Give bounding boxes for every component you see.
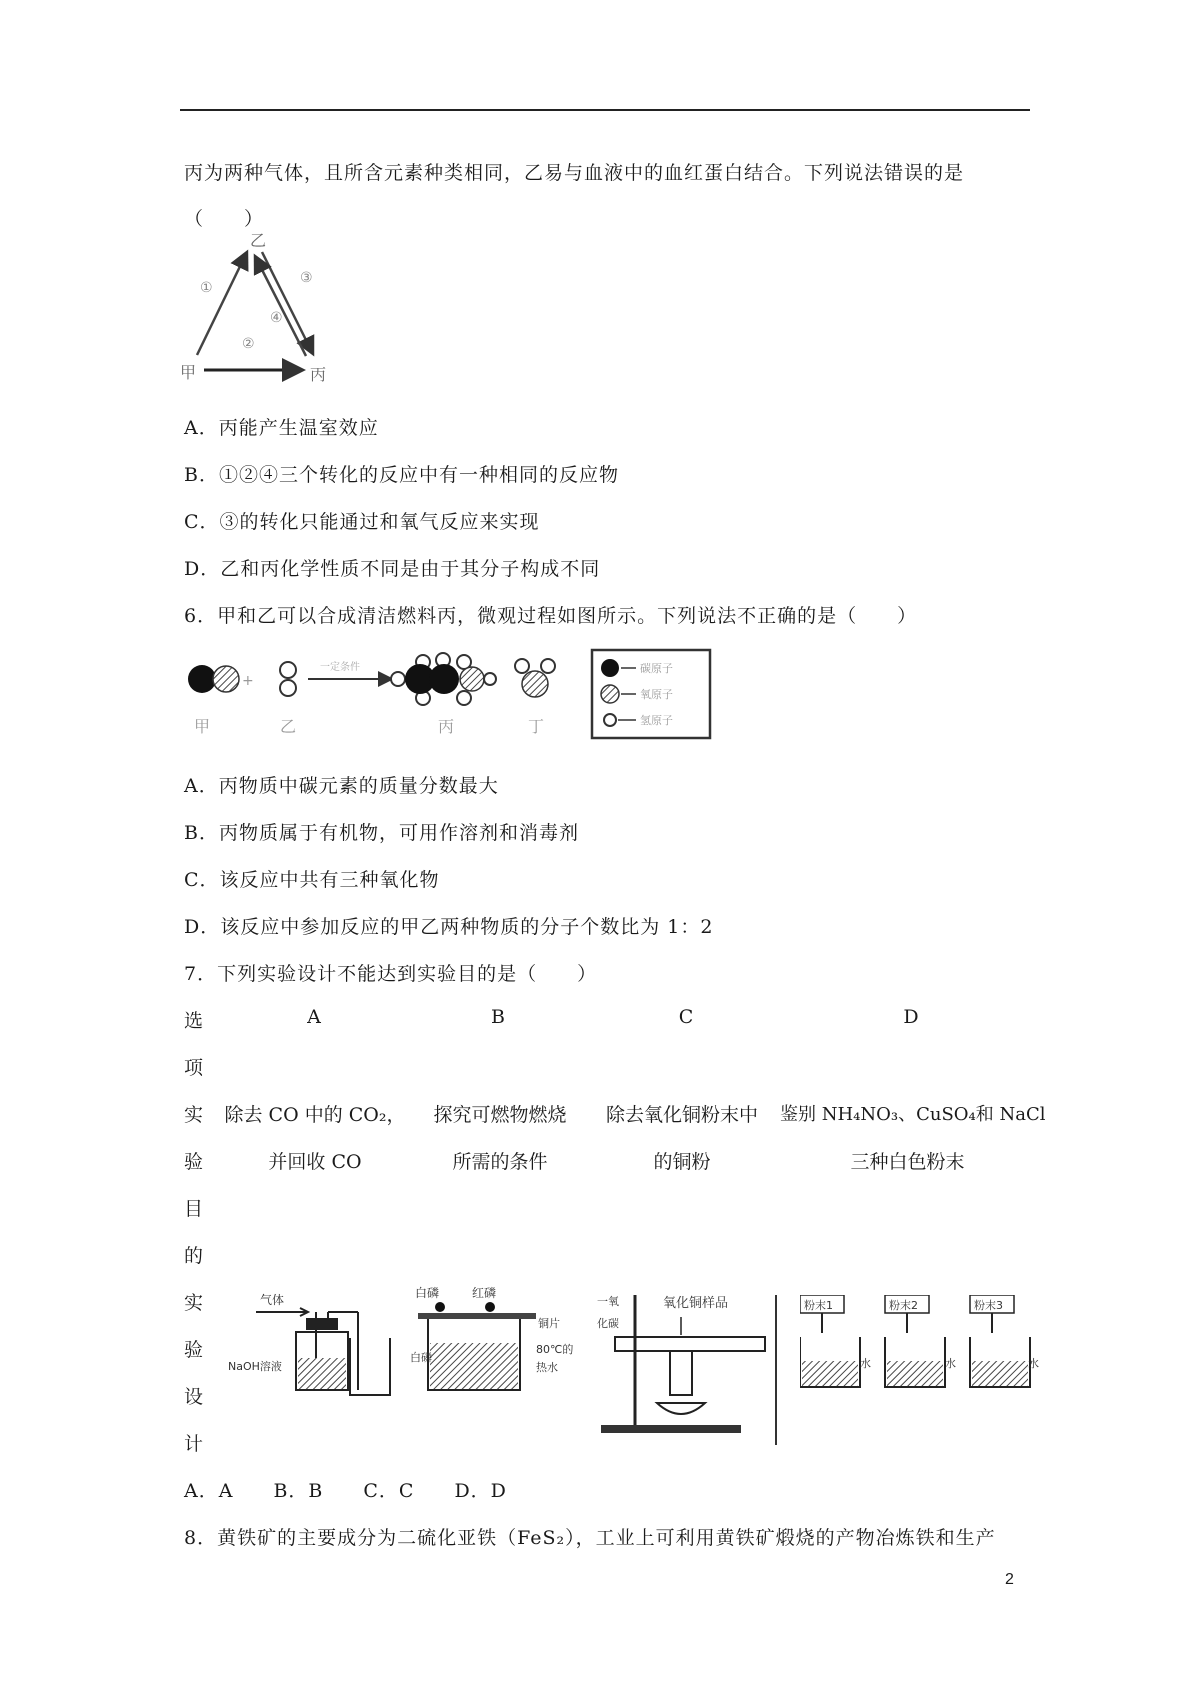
svg-text:白磷: 白磷: [415, 1286, 440, 1300]
hydrogen-atom: [280, 680, 296, 696]
svg-text:热水: 热水: [536, 1361, 558, 1374]
oxygen-atom: [601, 685, 619, 703]
q5-option-d: D．乙和丙化学性质不同是由于其分子构成不同: [184, 558, 601, 580]
plus-sign: +: [242, 673, 254, 689]
row-header-char: 验: [184, 1339, 204, 1361]
carbon-atom: [188, 665, 216, 693]
label-bing: 丙: [438, 717, 455, 736]
q5-triangle-diagram: [180, 222, 350, 387]
row-header-char: 项: [184, 1057, 204, 1079]
q6-option-d: D．该反应中参加反应的甲乙两种物质的分子个数比为 1：2: [184, 916, 714, 938]
svg-text:铜片: 铜片: [538, 1317, 560, 1330]
q6-option-a: A．丙物质中碳元素的质量分数最大: [184, 775, 499, 797]
q8-stem: 8．黄铁矿的主要成分为二硫化亚铁（FeS₂），工业上可利用黄铁矿煅烧的产物冶炼铁和生产: [184, 1527, 996, 1549]
svg-text:NaOH溶液: NaOH溶液: [228, 1360, 282, 1373]
edge-label-3: ③: [300, 270, 313, 286]
q5-stem-line1: 丙为两种气体，且所含元素种类相同，乙易与血液中的血红蛋白结合。下列说法错误的是: [184, 162, 965, 184]
row-header-char: 的: [184, 1245, 204, 1267]
hydrogen-atom: [391, 672, 405, 686]
svg-text:化碳: 化碳: [597, 1317, 619, 1330]
design-b-combustion-setup: [410, 1285, 590, 1395]
svg-text:水: 水: [860, 1357, 871, 1370]
svg-text:水: 水: [945, 1357, 956, 1370]
reaction-condition: 一定条件: [320, 662, 360, 673]
q7-stem: 7．下列实验设计不能达到实验目的是（ ）: [184, 963, 598, 985]
q6-option-b: B．丙物质属于有机物，可用作溶剂和消毒剂: [184, 822, 579, 844]
edge-label-2: ②: [242, 336, 255, 352]
q5-option-b: B．①②④三个转化的反应中有一种相同的反应物: [184, 464, 619, 486]
svg-text:红磷: 红磷: [472, 1286, 497, 1300]
hydrogen-atom: [280, 662, 296, 678]
goal-d-line1: 鉴别 NH₄NO₃、CuSO₄和 NaCl: [780, 1104, 1046, 1125]
svg-text:一氧: 一氧: [597, 1295, 619, 1308]
column-header-a: A: [307, 1006, 321, 1028]
hydrogen-atom: [541, 659, 555, 673]
svg-text:粉末2: 粉末2: [889, 1299, 918, 1312]
row-header-char: 选: [184, 1010, 204, 1032]
carbon-atom: [601, 659, 619, 677]
goal-a-line1: 除去 CO 中的 CO₂，: [224, 1104, 406, 1126]
oxygen-atom: [522, 671, 548, 697]
label-ding: 丁: [528, 717, 545, 736]
oxygen-atom: [460, 667, 484, 691]
diagram-label-yi: 乙: [250, 231, 267, 250]
design-d-dissolving-beakers: [800, 1295, 1040, 1405]
q5-stem-line2: （ ）: [184, 208, 265, 230]
svg-text:80℃的: 80℃的: [536, 1343, 574, 1356]
q6-stem: 6．甲和乙可以合成清洁燃料丙，微观过程如图所示。下列说法不正确的是（ ）: [184, 605, 918, 627]
goal-c-line2: 的铜粉: [653, 1151, 711, 1173]
goal-a-line2: 并回收 CO: [268, 1151, 362, 1173]
diagram-label-jia: 甲: [180, 363, 197, 382]
goal-b-line1: 探究可燃物燃烧: [433, 1104, 567, 1126]
design-c-divider: [775, 1295, 777, 1445]
legend-carbon: 碳原子: [640, 662, 673, 675]
svg-text:水: 水: [1028, 1357, 1039, 1370]
row-header-char: 验: [184, 1151, 204, 1173]
header-rule: [180, 109, 1030, 111]
goal-d-line2: 三种白色粉末: [850, 1151, 965, 1173]
design-c-heating-tube: [595, 1285, 775, 1440]
svg-text:粉末3: 粉末3: [974, 1299, 1003, 1312]
page-number: 2: [1005, 1571, 1014, 1588]
legend-hydrogen: 氢原子: [640, 714, 673, 727]
carbon-atom: [429, 664, 459, 694]
column-header-b: B: [491, 1006, 505, 1028]
q5-option-c: C．③的转化只能通过和氧气反应来实现: [184, 511, 540, 533]
row-header-char: 目: [184, 1198, 204, 1220]
edge-label-4: ④: [270, 310, 283, 326]
row-header-char: 实: [184, 1292, 204, 1314]
hydrogen-atom: [604, 714, 616, 726]
svg-text:氧化铜样品: 氧化铜样品: [663, 1296, 729, 1311]
svg-text:气体: 气体: [260, 1293, 285, 1307]
row-header-char: 实: [184, 1104, 204, 1126]
diagram-label-bing: 丙: [310, 365, 327, 384]
oxygen-atom: [213, 666, 239, 692]
label-jia: 甲: [194, 717, 211, 736]
q6-option-c: C．该反应中共有三种氧化物: [184, 869, 440, 891]
row-header-char: 设: [184, 1386, 204, 1408]
column-header-c: C: [678, 1006, 694, 1028]
q6-molecule-diagram: [180, 648, 780, 753]
hydrogen-atom: [484, 673, 496, 685]
goal-b-line2: 所需的条件: [452, 1151, 548, 1173]
legend-oxygen: 氧原子: [640, 688, 673, 701]
column-header-d: D: [903, 1006, 919, 1028]
q5-option-a: A．丙能产生温室效应: [184, 417, 379, 439]
svg-text:白磷: 白磷: [410, 1351, 432, 1364]
goal-c-line1: 除去氧化铜粉末中: [605, 1104, 758, 1126]
edge-label-1: ①: [200, 280, 213, 296]
label-yi: 乙: [280, 717, 297, 736]
design-a-wash-bottle: [228, 1290, 408, 1400]
hydrogen-atom: [457, 691, 471, 705]
row-header-char: 计: [184, 1433, 204, 1455]
svg-text:粉末1: 粉末1: [804, 1299, 833, 1312]
q7-answer-choices: A．A B．B C．C D．D: [184, 1480, 507, 1502]
hydrogen-atom: [515, 659, 529, 673]
